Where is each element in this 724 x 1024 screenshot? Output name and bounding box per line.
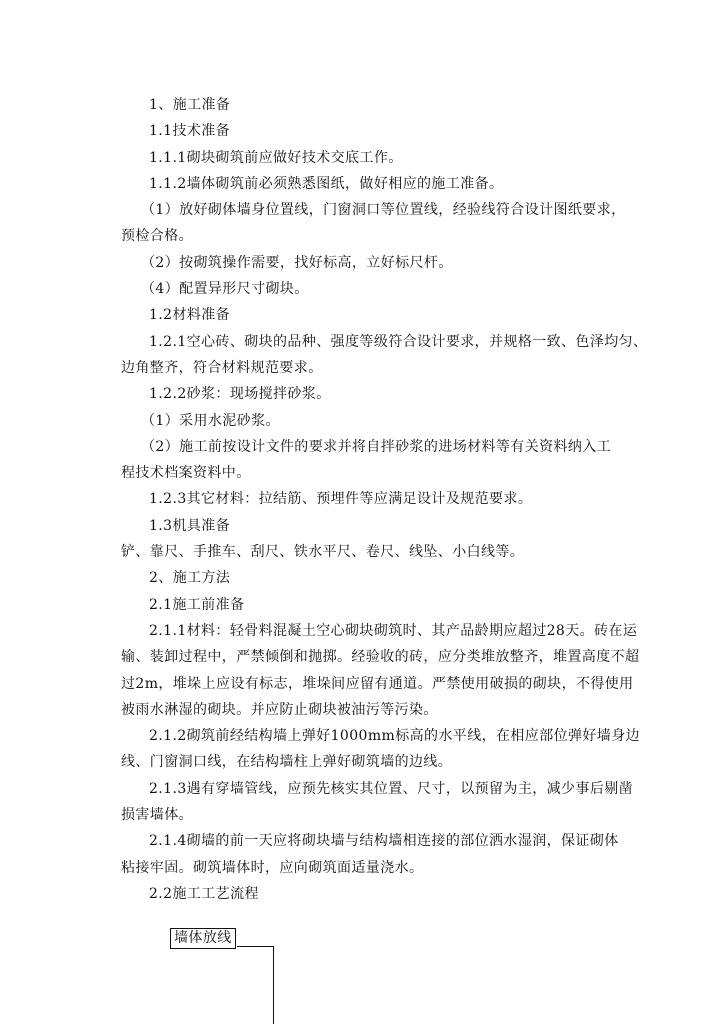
heading-material-preparation: 1.2材料准备 [149,307,231,324]
text-line: 程技术档案资料中。 [121,465,251,482]
heading-pre-construction: 2.1施工前准备 [149,596,245,613]
text-line: 2.1.1材料：轻骨料混凝土空心砌块砌筑时、其产品龄期应超过28天。砖在运 [149,622,638,639]
text-line: 2.1.4砌墙的前一天应将砌块墙与结构墙相连接的部位洒水湿润，保证砌体 [149,833,619,850]
text-line: 粘接牢固。砌筑墙体时，应向砌筑面适量浇水。 [121,859,424,876]
heading-construction-method: 2、施工方法 [149,570,231,587]
text-line: 线、门窗洞口线，在结构墙柱上弹好砌筑墙的边线。 [121,754,453,771]
text-line: 1.1.1砌块砌筑前应做好技术交底工作。 [149,149,403,166]
text-line: 边角整齐，符合材料规范要求。 [121,359,323,376]
flowchart-connector-vertical [273,946,274,1024]
text-line: （1）采用水泥砂浆。 [141,412,280,429]
text-line: 2.1.3遇有穿墙管线，应预先核实其位置、尺寸，以预留为主，减少事后剔凿 [149,780,634,797]
text-line: （4）配置异形尺寸砌块。 [141,281,309,298]
text-line: 被雨水淋湿的砌块。并应防止砌块被油污等污染。 [121,701,438,718]
text-line: 预检合格。 [121,228,193,245]
text-line: 铲、靠尺、手推车、刮尺、铁水平尺、卷尺、线坠、小白线等。 [121,544,525,561]
text-line: （1）放好砌体墙身位置线，门窗洞口等位置线，经验线符合设计图纸要求， [141,202,626,219]
heading-technical-preparation: 1.1技术准备 [149,123,231,140]
heading-process-flow: 2.2施工工艺流程 [149,885,259,902]
text-line: 1.1.2墙体砌筑前必须熟悉图纸，做好相应的施工准备。 [149,175,504,192]
text-line: 损害墙体。 [121,807,193,824]
text-line: （2）施工前按设计文件的要求并将自拌砂浆的进场材料等有关资料纳入工 [141,438,612,455]
text-line: 输、装卸过程中，严禁倾倒和抛掷。经验收的砖，应分类堆放整齐，堆置高度不超 [121,649,640,666]
text-line: （2）按砌筑操作需要，找好标高，立好标尺杆。 [141,254,453,271]
heading-tools-preparation: 1.3机具准备 [149,517,231,534]
text-line: 2.1.2砌筑前经结构墙上弹好1000mm标高的水平线，在相应部位弹好墙身边 [149,728,640,745]
text-line: 1.2.3其它材料：拉结筋、预埋件等应满足设计及规范要求。 [149,491,533,508]
heading-construction-preparation: 1、施工准备 [149,97,231,113]
text-line: 过2m，堆垛上应设有标志，堆垛间应留有通道。严禁使用破损的砌块，不得使用 [121,675,634,692]
text-line: 1.2.2砂浆：现场搅拌砂浆。 [149,386,331,403]
text-line: 1.2.1空心砖、砌块的品种、强度等级符合设计要求，并规格一致、色泽均匀、 [149,333,648,350]
flowchart-step-wall-layout: 墙体放线 [170,928,236,949]
flowchart-connector-horizontal [237,946,274,947]
